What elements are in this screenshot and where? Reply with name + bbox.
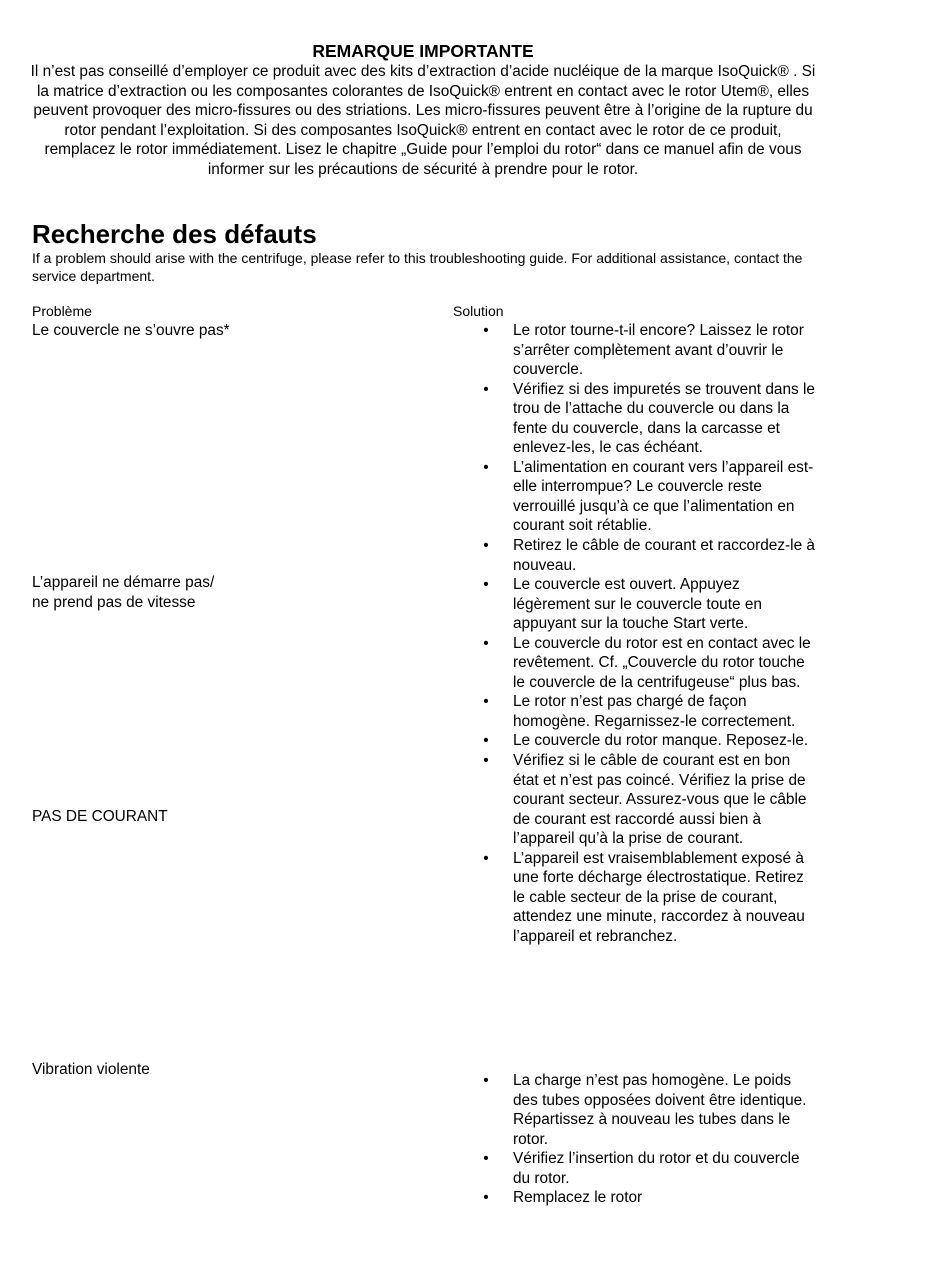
problem-no-power: PAS DE COURANT bbox=[32, 808, 168, 825]
notice-body: Il n’est pas conseillé d’employer ce produit avec des kits d’extraction d’acide nucléique de la marque IsoQuick® . Si la matrice d’extraction ou les composantes colorantes de IsoQuick® entrent en contact avec le rotor Utem®, elles peuvent provoquer des micro-fissures ou des striations. Les micro-fissures peuvent être à l’origine de la rupture du rotor pendant l’exploitation. Si des composantes IsoQuick® entrent en contact avec le rotor de ce produit, remplacez le rotor immédiatement. Lisez le chapitre „Guide pour l’emploi du rotor“ dans ce manuel afin de vous informer sur les précautions de sécurité à prendre pour le rotor. bbox=[30, 63, 816, 178]
bullet-icon: • bbox=[483, 849, 489, 867]
bullet-icon: • bbox=[483, 576, 489, 594]
bullet-icon: • bbox=[483, 1150, 489, 1168]
solution-item: • L’alimentation en courant vers l’appareil est-elle interrompue? Le couvercle reste verrouillé jusqu’à ce que l’alimentation en courant soit rétablie. bbox=[480, 458, 820, 536]
solution-item: • Vérifiez si des impuretés se trouvent dans le trou de l’attache du couvercle ou dans la fente du couvercle, dans la carcasse et enlevez-les, le cas échéant. bbox=[480, 380, 820, 458]
solution-list bbox=[480, 321, 820, 947]
bullet-icon: • bbox=[483, 322, 489, 339]
bullet-icon: • bbox=[483, 1072, 489, 1089]
problem-wont-start: L’appareil ne démarre pas/ ne prend pas de vitesse bbox=[32, 574, 215, 611]
bullet-icon: • bbox=[483, 732, 489, 750]
problem-violent-vibration: Vibration violente bbox=[32, 1061, 150, 1078]
solution-item: • La charge n’est pas homogène. Le poids des tubes opposées doivent être identique. Répartissez à nouveau les tubes dans le rotor. bbox=[480, 1071, 820, 1149]
bullet-icon: • bbox=[483, 1189, 489, 1207]
solution-item: • Remplacez le rotor bbox=[480, 1188, 820, 1208]
bullet-icon: • bbox=[483, 537, 489, 555]
solution-item: • L’appareil est vraisemblablement exposé à une forte décharge électrostatique. Retirez le cable secteur de la prise de courant, attendez une minute, raccordez à nouveau l’appareil et rebranchez. bbox=[480, 849, 820, 947]
solution-item: • Vérifiez si le câble de courant est en bon état et n’est pas coincé. Vérifiez la prise de courant secteur. Assurez-vous que le câble de courant est raccordé aussi bien à l’appareil qu’à la prise de courant. bbox=[480, 751, 820, 849]
important-notice bbox=[30, 40, 816, 180]
solution-item: • Vérifiez l’insertion du rotor et du couvercle du rotor. bbox=[480, 1149, 820, 1188]
solution-item: • Le couvercle est ouvert. Appuyez légèrement sur le couvercle toute en appuyant sur la touche Start verte. bbox=[480, 575, 820, 634]
section-intro: If a problem should arise with the centrifuge, please refer to this troubleshooting guide. For additional assistance, contact the service department. bbox=[32, 250, 803, 284]
solution-list-vibration bbox=[480, 1071, 820, 1208]
problem-lid-wont-open: Le couvercle ne s’ouvre pas* bbox=[32, 322, 230, 339]
bullet-icon: • bbox=[483, 693, 489, 711]
bullet-icon: • bbox=[483, 458, 489, 476]
solution-item: • Retirez le câble de courant et raccordez-le à nouveau. bbox=[480, 536, 820, 575]
bullet-icon: • bbox=[483, 752, 489, 770]
solution-item: • Le couvercle du rotor est en contact avec le revêtement. Cf. „Couvercle du rotor touche le couvercle de la centrifugeuse“ plus bas. bbox=[480, 634, 820, 693]
solution-item: • Le couvercle du rotor manque. Reposez-le. bbox=[480, 731, 820, 751]
bullet-icon: • bbox=[483, 380, 489, 398]
problem-column-header: Problème bbox=[32, 303, 92, 319]
bullet-icon: • bbox=[483, 634, 489, 652]
section-title: Recherche des défauts bbox=[32, 219, 317, 249]
solution-item: • Le rotor n’est pas chargé de façon homogène. Regarnissez-le correctement. bbox=[480, 692, 820, 731]
notice-title: REMARQUE IMPORTANTE bbox=[312, 41, 534, 61]
solution-column-header: Solution bbox=[453, 303, 504, 319]
solution-item: • Le rotor tourne-t-il encore? Laissez le rotor s’arrêter complètement avant d’ouvrir le couvercle. bbox=[480, 321, 820, 380]
